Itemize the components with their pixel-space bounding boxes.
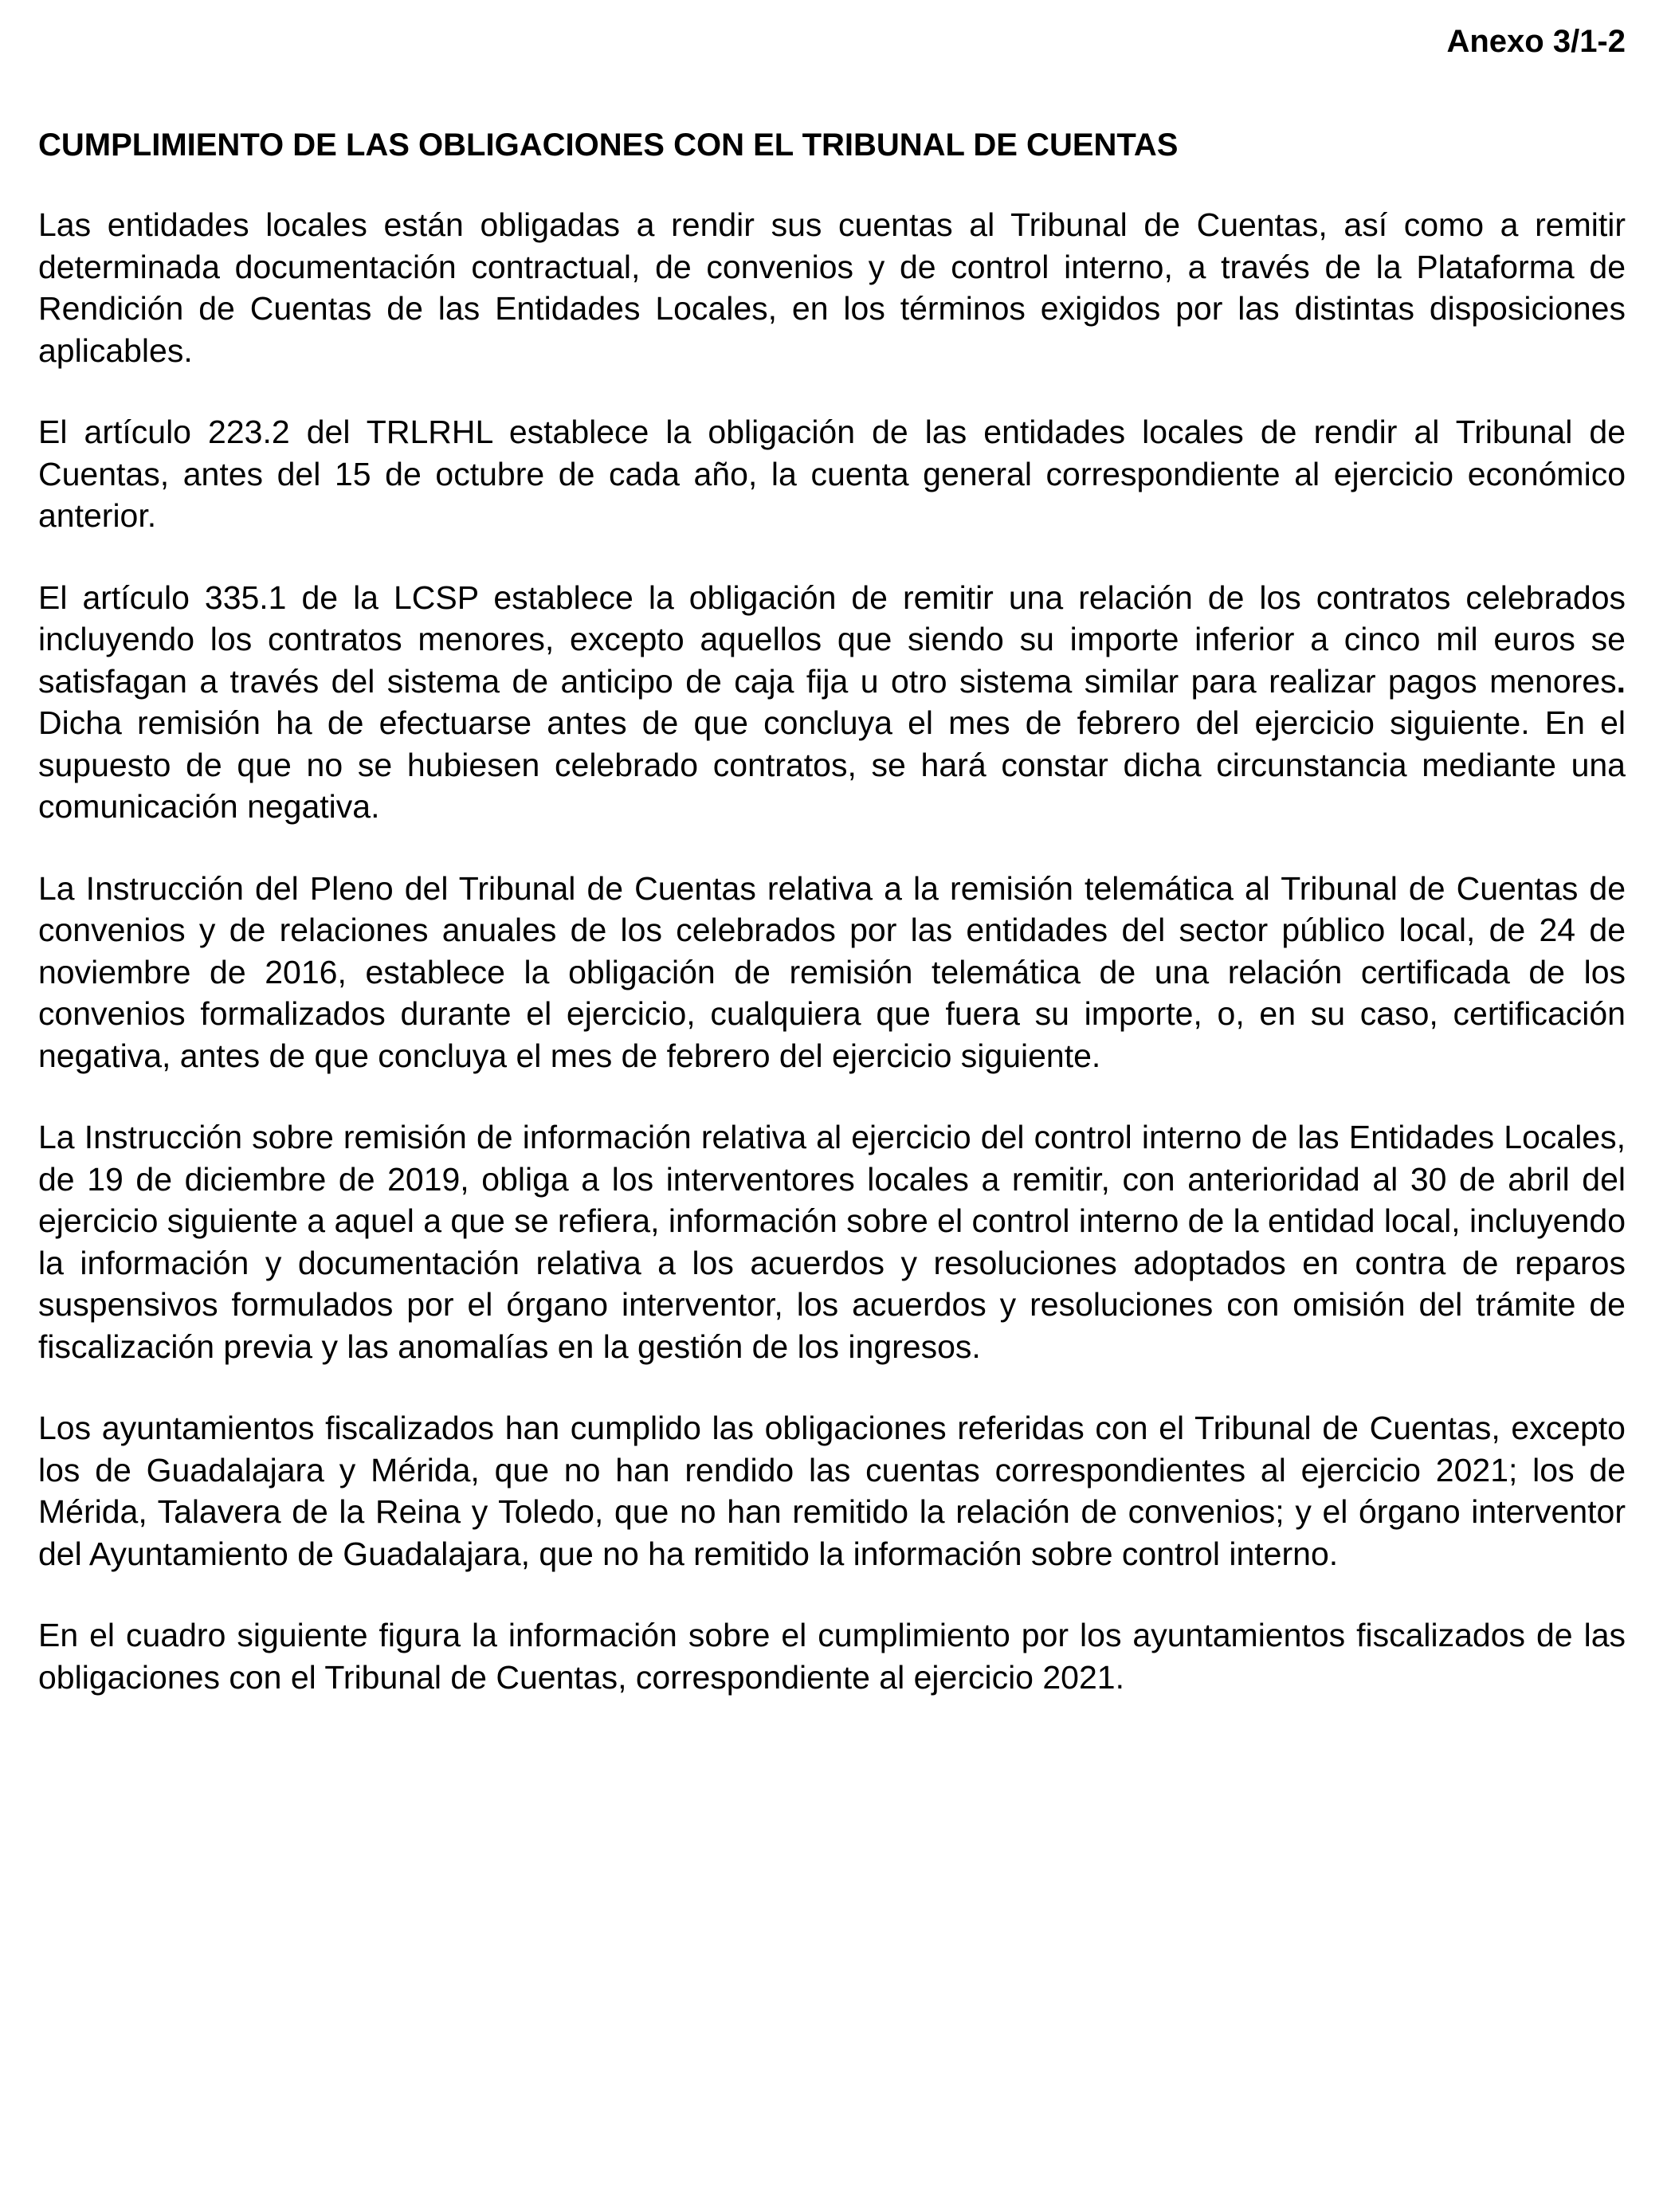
paragraph-7: En el cuadro siguiente figura la información sobre el cumplimiento por los ayuntamientos fiscalizados de las obligaciones con el Tribunal de Cuentas, correspondiente al ejercicio 2021.: [38, 1617, 1626, 1696]
paragraph-2: El artículo 223.2 del TRLRHL establece la obligación de las entidades locales de rendir al Tribunal de Cuentas, antes del 15 de octubre de cada año, la cuenta general correspondiente al ejercicio económico anterior.: [38, 414, 1626, 534]
paragraph-4: La Instrucción del Pleno del Tribunal de Cuentas relativa a la remisión telemática al Tribunal de Cuentas de convenios y de relaciones anuales de los celebrados por las entidades del sector público local, de 24 de noviembre de 2016, establece la obligación de remisión telemática de una relación certificada de los convenios formalizados durante el ejercicio, cualquiera que fuera su importe, o, en su caso, certificación negativa, antes de que concluya el mes de febrero del ejercicio siguiente.: [38, 869, 1626, 1074]
paragraph-3-text-a: El artículo 335.1 de la LCSP establece la obligación de remitir una relación de los contratos celebrados incluyendo los contratos menores, excepto aquellos que siendo su importe inferior a cinco mil euros se satisfagan a través del sistema de anticipo de caja fija u otro sistema similar para realizar pagos menores: [38, 578, 1626, 700]
paragraph-5: La Instrucción sobre remisión de información relativa al ejercicio del control interno de las Entidades Locales, de 19 de diciembre de 2019, obliga a los interventores locales a remitir, con anterioridad al 30 de abril del ejercicio siguiente a aquel a que se refiera, información sobre el control interno de la entidad local, incluyendo la información y documentación relativa a los acuerdos y resoluciones adoptados en contra de reparos suspensivos formulados por el órgano interventor, los acuerdos y resoluciones con omisión del trámite de fiscalización previa y las anomalías en la gestión de los ingresos.: [38, 1119, 1626, 1365]
paragraph-6: Los ayuntamientos fiscalizados han cumplido las obligaciones referidas con el Tribunal de Cuentas, excepto los de Guadalajara y Mérida, que no han rendido las cuentas correspondientes al ejercicio 2021; los de Mérida, Talavera de la Reina y Toledo, que no han remitido la relación de convenios; y el órgano interventor del Ayuntamiento de Guadalajara, que no ha remitido la información sobre control interno.: [38, 1410, 1626, 1572]
annex-label: Anexo 3/1-2: [1446, 24, 1626, 59]
section-title: CUMPLIMIENTO DE LAS OBLIGACIONES CON EL TRIBUNAL DE CUENTAS: [38, 127, 1179, 163]
paragraph-3-bold-period: .: [1616, 662, 1626, 700]
paragraph-1: Las entidades locales están obligadas a rendir sus cuentas al Tribunal de Cuentas, así como a remitir determinada documentación contractual, de convenios y de control interno, a través de la Plataforma de Rendición de Cuentas de las Entidades Locales, en los términos exigidos por las distintas disposiciones aplicables.: [38, 206, 1626, 369]
paragraph-3-text-b: Dicha remisión ha de efectuarse antes de que concluya el mes de febrero del ejercicio siguiente. En el supuesto de que no se hubiesen celebrado contratos, se hará constar dicha circunstancia mediante una comunicación negativa.: [38, 704, 1626, 825]
paragraph-3: [38, 577, 1626, 828]
